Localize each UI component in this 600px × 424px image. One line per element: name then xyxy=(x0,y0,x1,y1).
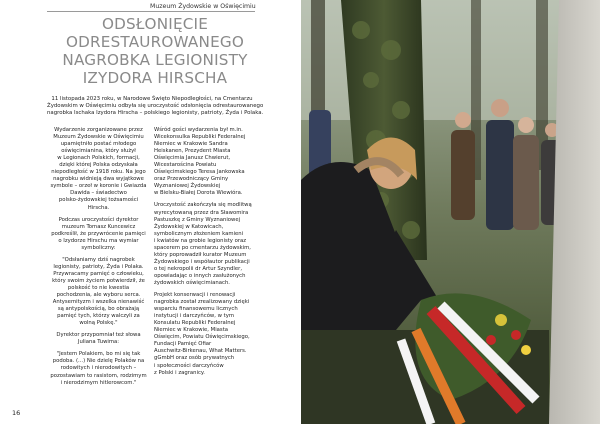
body-line: Dawida – świadectwo xyxy=(70,190,127,197)
body-line: Konsulatu Republiki Federalnej xyxy=(154,320,236,327)
body-line: Przywracamy pamięć o człowieku, xyxy=(53,270,144,277)
body-paragraph xyxy=(47,351,150,386)
body-line: wsparciu finansowemu licznych xyxy=(154,306,238,313)
body-paragraph xyxy=(47,332,150,346)
body-line: Uroczystość zakończyła się modlitwą xyxy=(154,202,252,209)
body-line: Dyrektor przypomniał też słowa xyxy=(56,332,141,339)
body-line: w Bielsku-Białej Dorota Wiewióra. xyxy=(154,190,243,197)
body-paragraph xyxy=(154,127,257,197)
body-line: podkreślił, że przywrócenie pamięci xyxy=(51,230,146,237)
body-paragraph xyxy=(47,257,150,327)
title-line: IZYDORA HIRSCHA xyxy=(82,69,228,87)
lead-paragraph xyxy=(47,96,264,118)
body-line: Oświęcimia Janusz Chwierut, xyxy=(154,155,231,162)
left-column xyxy=(47,127,150,392)
body-line: "Jestem Polakiem, bo mi się tak xyxy=(56,351,141,358)
body-line: Żydowskiego i współautor publikacji xyxy=(154,258,250,265)
photo-illustration xyxy=(301,0,600,424)
body-line: o tej nekropolii dr Artur Szyndler, xyxy=(154,265,243,272)
body-line: Muzeum Żydowskie w Oświęcimiu xyxy=(53,134,144,141)
body-line: polsko-żydowskiej tożsamości xyxy=(58,197,139,204)
body-line: muzeum Tomasz Kuncewicz xyxy=(61,223,136,230)
body-line: żydowskich oświęcimianach. xyxy=(154,279,230,286)
body-line: i nierodzimym hitlerowcom." xyxy=(60,379,137,386)
body-line: Niemiec w Krakowie Sandra xyxy=(154,141,228,148)
body-line: Wicekonsulka Republiki Federalnej xyxy=(154,134,246,141)
lead-line: Żydowskim w Oświęcimiu odbyła się uroczystość odsłonięcia odrestaurowanego xyxy=(47,103,264,110)
body-paragraph xyxy=(47,127,150,212)
body-line: symboliczny: xyxy=(81,244,116,251)
body-line: nagrobka został zrealizowany dzięki xyxy=(154,299,250,306)
body-line: gGmbH oraz osób prywatnych xyxy=(154,355,235,362)
lead-line: nagrobka Ischaka Izydora Hirscha – polskiego legionisty, patrioty, Żyda i Polaka. xyxy=(47,110,264,117)
body-line: Projekt konserwacji i renowacji xyxy=(154,292,236,299)
body-line: są antypolskością, bo obrażają xyxy=(57,306,140,313)
body-line: "Odsłaniamy dziś nagrobek xyxy=(62,256,135,263)
body-line: Wyznaniowej Żydowskiej xyxy=(154,183,221,190)
body-line: i społeczności darczyńców xyxy=(154,362,224,369)
lead-line: 11 listopada 2023 roku, w Narodowe Święto Niepodległości, na Cmentarzu xyxy=(51,96,253,102)
body-line: pozostawiam to rasistom, rodzimym xyxy=(50,372,147,379)
body-line: pochodzenia, ale wyboru serca. xyxy=(56,292,141,299)
body-paragraph xyxy=(47,217,150,252)
body-line: Niemiec w Krakowie, Miasta xyxy=(154,327,229,334)
right-column xyxy=(154,127,257,382)
title-line: ODSŁONIĘCIE xyxy=(101,15,209,33)
title-line: ODRESTAUROWANEGO xyxy=(65,33,244,51)
body-line: pamięć tych, którzy walczyli za xyxy=(57,313,140,320)
body-line: Podczas uroczystości dyrektor xyxy=(58,216,139,223)
body-line: spacerem po cmentarzu żydowskim, xyxy=(154,244,251,251)
body-line: Oświęcim, Powiatu Oświęcimskiego, xyxy=(154,334,250,341)
body-paragraph xyxy=(154,292,257,377)
body-line: Juliana Tuwima: xyxy=(77,339,120,346)
body-line: dzięki której Polska odzyskała xyxy=(59,162,138,169)
body-line: z Polski i zagranicy. xyxy=(154,369,205,376)
header-rule xyxy=(47,11,255,12)
body-line: legionisty, patrioty, Żyda i Polaka. xyxy=(53,263,144,270)
body-line: w Legionach Polskich, formacji, xyxy=(57,155,140,162)
body-line: Żydowskiej w Katowicach, xyxy=(154,223,224,230)
body-line: symbolicznym złożeniem kamieni xyxy=(154,230,244,237)
body-line: niepodległość w 1918 roku. Na jego xyxy=(51,169,146,176)
body-line: podoba. (...) Nie dzielę Polaków na xyxy=(52,358,145,365)
body-line: Wicestarościna Powiatu xyxy=(154,162,217,169)
title-line: NAGROBKA LEGIONISTY xyxy=(62,51,248,69)
body-line: symbole – orzeł w koronie i Gwiazda xyxy=(50,183,147,190)
body-line: Heiskanen, Prezydent Miasta xyxy=(154,148,231,155)
body-line: o Izydorze Hirschu ma wymiar xyxy=(58,237,139,244)
body-line: który swoim życiem potwierdził, że xyxy=(52,277,145,284)
article-title xyxy=(55,15,255,87)
ceremony-photo xyxy=(301,0,600,424)
body-line: instytucji i darczyńców, w tym xyxy=(154,313,235,320)
body-line: nagrobku widnieją dwa wyjątkowe xyxy=(53,176,144,183)
body-line: wyrecytowaną przez dra Sławomira xyxy=(154,209,249,216)
page-number: 16 xyxy=(12,409,21,417)
body-line: Fundacji Pamięć Ofiar xyxy=(154,341,212,348)
body-line: opowiadając o innych zasłużonych xyxy=(154,272,246,279)
body-line: oraz Przewodniczący Gminy xyxy=(154,176,229,183)
running-header: Muzeum Żydowskie w Oświęcimiu xyxy=(150,3,256,10)
body-line: Antysemityzm i wszelka nienawiść xyxy=(52,299,145,306)
body-line: oświęcimianina, który służył xyxy=(61,148,136,155)
body-line: upamiętniło postać młodego xyxy=(60,141,137,148)
body-line: i kwiatów na grobie legionisty oraz xyxy=(154,237,247,244)
body-line: Hirscha. xyxy=(87,204,110,211)
body-line: Oświęcimskiego Teresa Jankowska xyxy=(154,169,245,176)
body-line: Auschwitz-Birkenau, What Matters. xyxy=(154,348,247,355)
body-line: który poprowadził kurator Muzeum xyxy=(154,251,247,258)
body-line: polskość to nie kwestia xyxy=(67,284,130,291)
body-line: Pastuszkę z Gminy Wyznaniowej xyxy=(154,216,241,223)
body-line: Wydarzenie zorganizowane przez xyxy=(54,127,143,133)
body-line: Wśród gości wydarzenia był m.in. xyxy=(154,127,243,133)
article-page xyxy=(0,0,299,424)
body-paragraph xyxy=(154,202,257,287)
body-line: rodowitych i nierodowitych – xyxy=(60,365,137,372)
body-line: wolną Polskę." xyxy=(79,320,118,327)
